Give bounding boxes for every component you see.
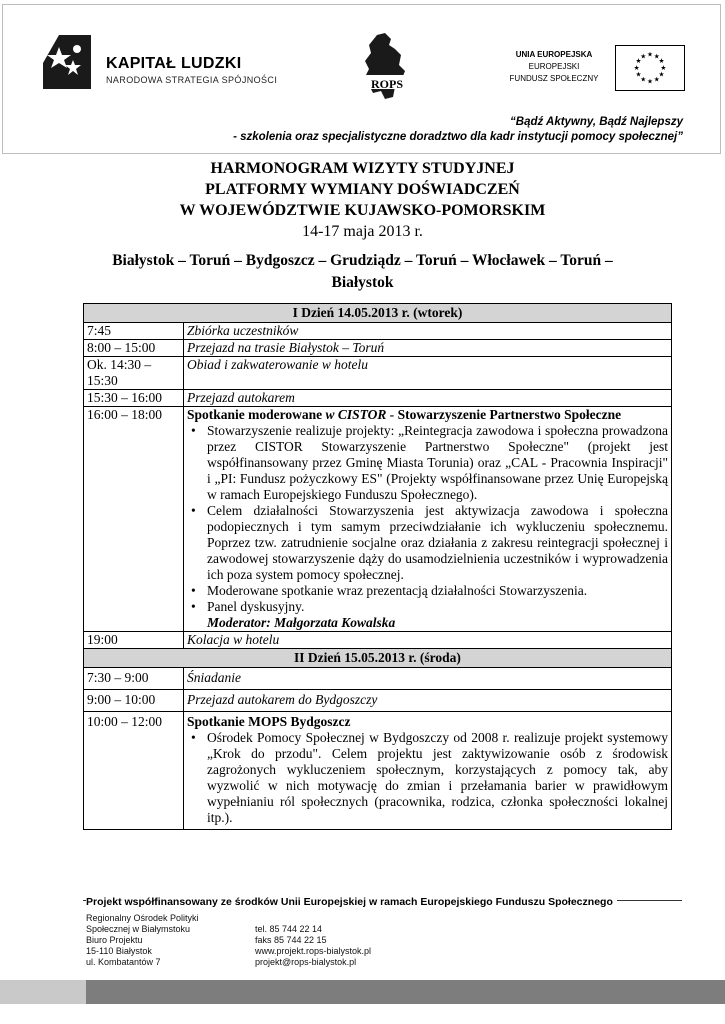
meeting-bullet-list — [187, 423, 668, 615]
table-row — [84, 357, 672, 390]
eu-union-label: UNIA EUROPEJSKA — [515, 50, 593, 59]
footer-fax: faks 85 744 22 15 — [255, 935, 327, 945]
time-cell: 19:00 — [84, 632, 184, 649]
activity-cell: Przejazd autokarem do Bydgoszczy — [184, 690, 672, 712]
activity-cell: Przejazd na trasie Białystok – Toruń — [184, 340, 672, 357]
list-item: • Ośrodek Pomocy Społecznej w Bydgoszczy od 2008 r. realizuje projekt systemowy „Krok do przodu". Celem projektu jest zaktywizowanie osób z środowisk zagrożonych wykluczeniem społecznym, korzystających z pomocy tak, aby wyzwolić w nich motywację do zmian i przełamania barier w prawidłowym wypełnianiu ról społecznych (pracownika, rodzica, członka społeczności lokalnej itp.). — [207, 730, 668, 826]
day1-header: I Dzień 14.05.2013 r. (wtorek) — [84, 304, 672, 323]
kapital-ludzki-title: KAPITAŁ LUDZKI — [106, 55, 242, 72]
meeting-cell — [184, 407, 672, 632]
eu-fund-label-2: FUNDUSZ SPOŁECZNY — [509, 74, 599, 83]
meeting-title-part-2: w CISTOR - — [325, 407, 398, 422]
footer-org-line-4: 15-110 Białystok — [86, 946, 152, 956]
meeting-title-part-1: Spotkanie moderowane — [187, 407, 326, 422]
svg-text:★: ★ — [660, 63, 667, 72]
svg-text:★: ★ — [633, 63, 640, 72]
meeting-cell — [184, 712, 672, 830]
footer-bar-dark — [86, 980, 725, 1004]
route-line-1: Białystok – Toruń – Bydgoszcz – Grudziądz – Toruń – Włocławek – Toruń – — [112, 252, 613, 269]
list-item: • Stowarzyszenie realizuje projekty: „Reintegracja zawodowa i społeczna prowadzona przez CISTOR Stowarzyszenie Partnerstwo Społeczne" (projekt jest współfinansowany przez Gminę Miasta Torunia) oraz „CAL - Pracownia Inspiracji" i „PI: Fundusz pożyczkowy ES" (Projekty współfinansowane przez Unię Europejską w ramach Europejskiego Funduszu Społecznego). — [207, 423, 668, 503]
activity-cell: Zbiórka uczestników — [184, 323, 672, 340]
day2-header: II Dzień 15.05.2013 r. (środa) — [84, 649, 672, 668]
table-row — [84, 668, 672, 690]
svg-text:★: ★ — [635, 57, 642, 66]
route-line-2: Białystok — [331, 274, 394, 291]
svg-text:★: ★ — [647, 50, 653, 59]
svg-text:★: ★ — [640, 52, 647, 61]
time-cell: 7:30 – 9:00 — [84, 668, 184, 690]
svg-text:★: ★ — [640, 75, 647, 84]
time-cell: 9:00 – 10:00 — [84, 690, 184, 712]
eu-flag-icon — [615, 45, 685, 91]
footer-website-link[interactable]: www.projekt.rops-bialystok.pl — [255, 946, 372, 956]
meeting-bullet-list — [187, 730, 668, 826]
table-row — [84, 323, 672, 340]
list-item: • Moderowane spotkanie wraz prezentacją działalności Stowarzyszenia. — [207, 583, 668, 599]
table-row — [84, 390, 672, 407]
meeting-title-part-3: Stowarzyszenie Partnerstwo Społeczne — [397, 407, 622, 422]
footer-address — [86, 913, 199, 968]
activity-cell: Śniadanie — [184, 668, 672, 690]
time-cell: 15:30 – 16:00 — [84, 390, 184, 407]
time-cell: Ok. 14:30 – 15:30 — [84, 357, 184, 390]
footer-contact — [255, 924, 371, 968]
moderator-name: Moderator: Małgorzata Kowalska — [207, 615, 396, 630]
eu-fund-label-1: EUROPEJSKI — [528, 62, 580, 71]
table-row — [84, 340, 672, 357]
svg-text:★: ★ — [653, 52, 660, 61]
kapital-ludzki-logo-icon — [41, 33, 93, 91]
footer-org-line-3: Biuro Projektu — [86, 935, 143, 945]
svg-text:★: ★ — [653, 75, 660, 84]
list-item: • Celem działalności Stowarzyszenia jest aktywizacja zawodowa i społeczna podopiecznych i tym samym przeciwdziałanie ich wykluczeniu społecznemu. Poprzez tzw. zatrudnienie socjalne oraz działania z zakresu reintegracji społecznej i zawodowej stowarzyszenie dąży do usamodzielnienia uczestników i wyprowadzenia ich poza system pomocy społecznej. — [207, 503, 668, 583]
activity-cell: Obiad i zakwaterowanie w hotelu — [184, 357, 672, 390]
footer-title: Projekt współfinansowany ze środków Unii Europejskiej w ramach Europejskiego Funduszu Społecznego — [86, 896, 617, 908]
meeting-title — [187, 407, 668, 423]
list-item: • Panel dyskusyjny. — [207, 599, 668, 615]
time-cell: 7:45 — [84, 323, 184, 340]
table-row — [84, 712, 672, 830]
footer-org-line-1: Regionalny Ośrodek Polityki — [86, 913, 199, 923]
route — [40, 250, 685, 294]
slogan-line-2: - szkolenia oraz specjalistyczne doradztwo dla kadr instytucji pomocy społecznej” — [233, 131, 683, 143]
day-header-row — [84, 649, 672, 668]
kapital-ludzki-subtitle: NARODOWA STRATEGIA SPÓJNOŚCI — [106, 75, 278, 85]
footer-email-link[interactable]: projekt@rops-bialystok.pl — [255, 957, 357, 967]
project-slogan — [123, 115, 683, 145]
time-cell: 8:00 – 15:00 — [84, 340, 184, 357]
footer-phone: tel. 85 744 22 14 — [255, 924, 323, 934]
title-dates: 14-17 maja 2013 r. — [302, 223, 423, 240]
activity-cell: Przejazd autokarem — [184, 390, 672, 407]
header-logos-box — [2, 4, 721, 154]
day-header-row — [84, 304, 672, 323]
table-row — [84, 690, 672, 712]
slogan-line-1: “Bądź Aktywny, Bądź Najlepszy — [510, 116, 683, 128]
table-row — [84, 407, 672, 632]
meeting-title: Spotkanie MOPS Bydgoszcz — [187, 714, 351, 729]
rops-label: ROPS — [370, 77, 403, 91]
title-line-2: PLATFORMY WYMIANY DOŚWIADCZEŃ — [205, 181, 520, 198]
time-cell: 16:00 – 18:00 — [84, 407, 184, 632]
footer-org-line-2: Społecznej w Białymstoku — [86, 924, 191, 934]
footer-org-line-5: ul. Kombatantów 7 — [86, 957, 161, 967]
svg-text:★: ★ — [647, 77, 653, 86]
title-line-1: HARMONOGRAM WIZYTY STUDYJNEJ — [210, 160, 515, 177]
svg-text:★: ★ — [658, 70, 665, 79]
eu-text-block — [500, 49, 608, 85]
activity-cell: Kolacja w hotelu — [184, 632, 672, 649]
title-line-3: W WOJEWÓDZTWIE KUJAWSKO-POMORSKIM — [179, 202, 546, 219]
document-title-block — [40, 158, 685, 294]
table-row — [84, 632, 672, 649]
svg-text:★: ★ — [635, 70, 642, 79]
svg-text:★: ★ — [658, 57, 665, 66]
footer-bar-light — [0, 980, 86, 1004]
time-cell: 10:00 – 12:00 — [84, 712, 184, 830]
schedule-table — [83, 303, 672, 830]
